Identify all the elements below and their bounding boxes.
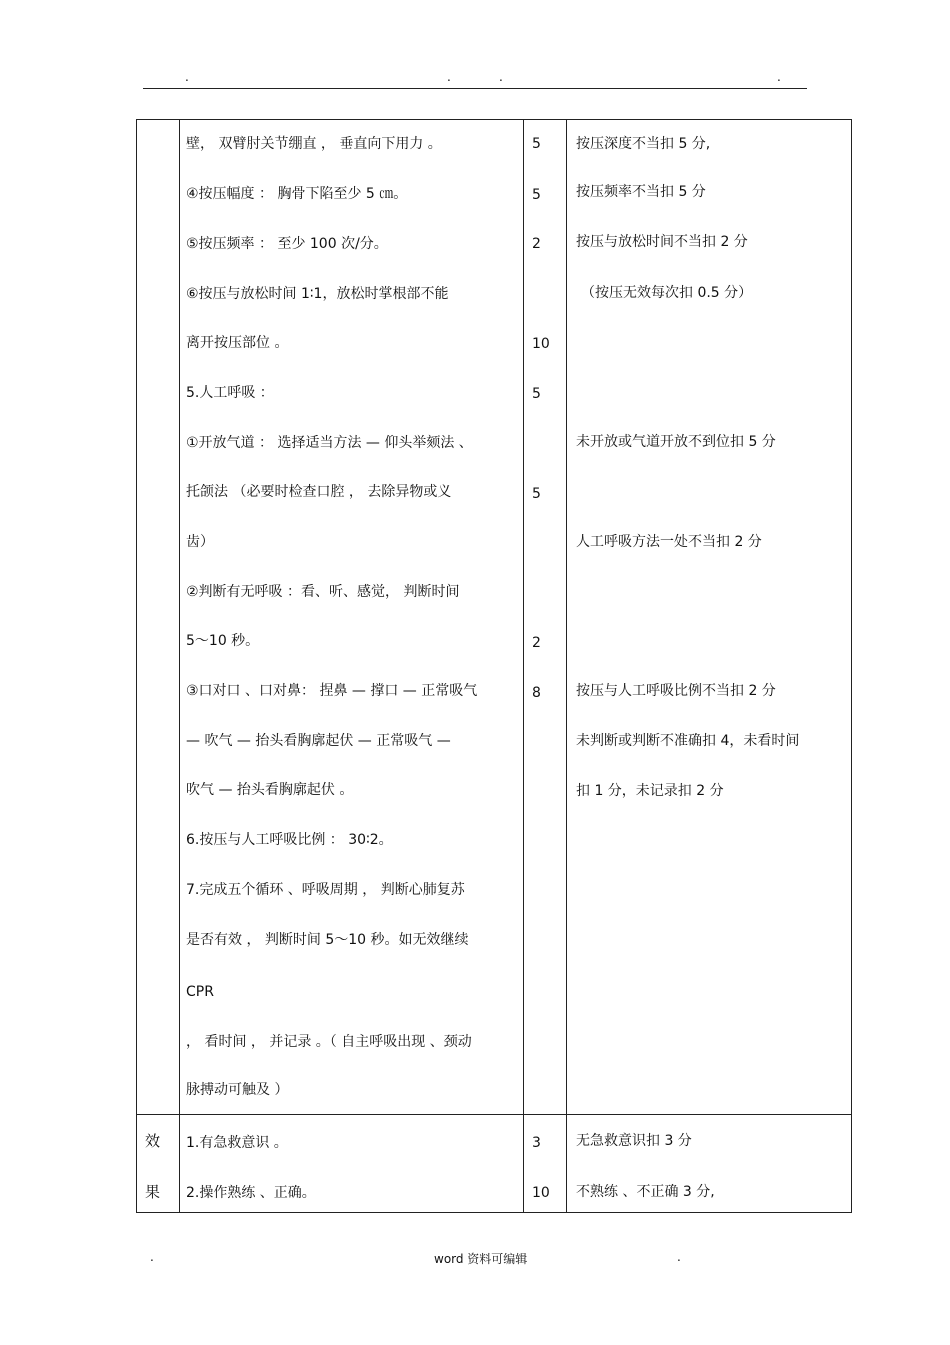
scoring-table [136,119,852,1213]
content-line: 是否有效 ， 判断时间 5～10 秒。如无效继续 [186,932,469,948]
footer-dot: . [677,1250,681,1264]
content-line: ⑤按压频率 ： 至少 100 次/分。 [186,236,388,252]
column-divider [566,120,567,1212]
deduction-line: 不熟练 、不正确 3 分, [576,1184,715,1200]
footer-dot: . [150,1250,154,1264]
deduction-line: 按压频率不当扣 5 分 [576,184,706,200]
content-line: ①开放气道 ： 选择适当方法 — 仰头举颏法 、 [186,435,473,451]
deduction-line: 按压与人工呼吸比例不当扣 2 分 [576,683,776,699]
content-line: ， 看时间 ， 并记录 。（ 自主呼吸出现 、颈动 [186,1034,472,1050]
row-divider [137,1114,851,1115]
header-dot: . [447,70,451,84]
deduction-line: 人工呼吸方法一处不当扣 2 分 [576,534,762,550]
header-dot: . [777,70,781,84]
deduction-line: （按压无效每次扣 0.5 分） [581,285,753,301]
content-line: CPR [186,984,214,1000]
deduction-line: 未判断或判断不准确扣 4，未看时间 [576,733,800,749]
score-value: 5 [532,187,541,203]
score-value: 2 [532,635,541,651]
content-line: 离开按压部位 。 [186,335,289,351]
deduction-line: 无急救意识扣 3 分 [576,1133,692,1149]
content-line: 1.有急救意识 。 [186,1135,288,1151]
content-line: 托颌法 （必要时检查口腔 ， 去除异物或义 [186,484,452,500]
content-line: ③口对口 、口对鼻： 捏鼻 — 撑口 — 正常吸气 [186,683,478,699]
column-divider [179,120,180,1212]
content-line: — 吹气 — 抬头看胸廓起伏 — 正常吸气 — [186,733,451,749]
column-divider [523,120,524,1212]
content-line: 5～10 秒。 [186,633,260,649]
content-line: 6.按压与人工呼吸比例 ： 30∶2。 [186,832,393,848]
score-value: 10 [532,336,550,352]
header-dot: . [499,70,503,84]
content-line: ④按压幅度 ： 胸骨下陷至少 5 ㎝。 [186,186,408,202]
deduction-line: 扣 1 分，未记录扣 2 分 [576,783,724,799]
score-value: 10 [532,1185,550,1201]
content-line: 脉搏动可触及 ） [186,1082,289,1098]
page-header [0,0,950,100]
score-value: 5 [532,486,541,502]
score-value: 5 [532,136,541,152]
deduction-line: 未开放或气道开放不到位扣 5 分 [576,434,776,450]
score-value: 2 [532,236,541,252]
header-dot: . [185,70,189,84]
content-line: 吹气 — 抬头看胸廓起伏 。 [186,782,354,798]
deduction-line: 按压与放松时间不当扣 2 分 [576,234,748,250]
content-line: 壁， 双臂肘关节绷直 ， 垂直向下用力 。 [186,136,442,152]
content-line: 7.完成五个循环 、呼吸周期 ， 判断心肺复苏 [186,882,465,898]
content-line: 齿） [186,534,214,550]
deduction-line: 按压深度不当扣 5 分, [576,136,711,152]
content-line: 5.人工呼吸 ： [186,385,274,401]
score-value: 5 [532,386,541,402]
score-value: 8 [532,685,541,701]
category-char: 效 [145,1132,161,1150]
category-char: 果 [145,1183,161,1201]
content-line: 2.操作熟练 、正确。 [186,1185,316,1201]
header-rule [143,88,807,89]
content-line: ②判断有无呼吸 ：看、听、感觉， 判断时间 [186,584,460,600]
footer-text: word 资料可编辑 [434,1252,528,1266]
score-value: 3 [532,1135,541,1151]
content-line: ⑥按压与放松时间 1∶1，放松时掌根部不能 [186,286,449,302]
